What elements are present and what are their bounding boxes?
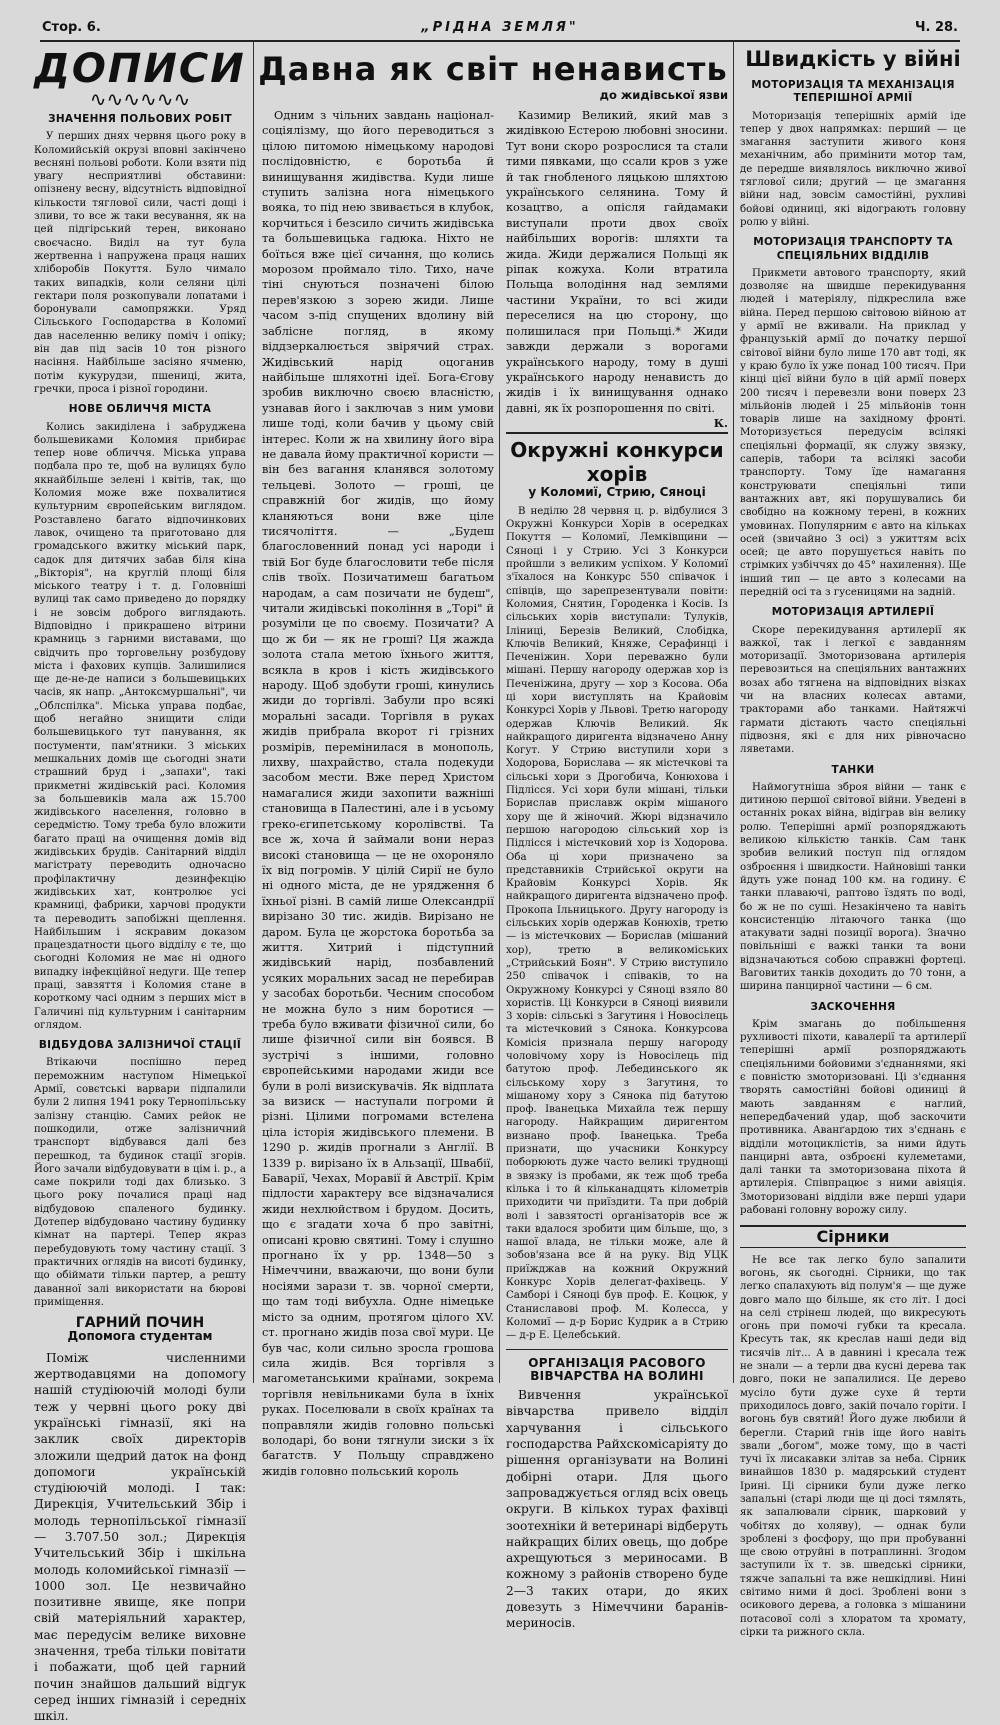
section-title: ДОПИСИ	[34, 46, 246, 92]
article-heading: ОРГАНІЗАЦІЯ РАСОВОГО ВІВЧАРСТВА НА ВОЛИНІ	[528, 1355, 706, 1383]
page-number: Стор. 6.	[42, 20, 101, 35]
section-heading: ТАНКИ	[831, 763, 875, 776]
article-heading: ВІДБУДОВА ЗАЛІЗНИЧОЇ СТАЦІЇ	[38, 1039, 242, 1052]
column-right	[740, 46, 966, 1638]
article-title: Швидкість у війні	[745, 47, 961, 71]
wave-ornament: ∿∿∿∿∿∿	[89, 87, 191, 111]
article-body: Наймогутніша зброя війни — танк є дитиною першої світової війни. Уведені в останніх роках війна, відіграв він велику ролю. Теперішні армії розпоряджають великою кількістю танків. Сам танк зробив великий поступ під оглядом озброєння і швидкости. Найновіші танки йдуть уже понад 100 км. на годину. Є танки плаваючі, раптово їздять по воді, бо ж не по суші. Незакінчено та навіть консистенцію літаючого танка (що атакувати задні позиції ворога). Значно повільніші є важкі танки та вони відзначаються собою справжні фортеці. Ваговитих танків доходить до 70 тонн, а ширина панцирної частини — 6 см.	[740, 781, 966, 993]
article-heading: ЗНАЧЕННЯ ПОЛЬОВИХ РОБІТ	[48, 113, 232, 125]
article-body: Казимир Великий, який мав з жидівкою Естерою любовні зносини. Тут вони скоро розрослися та стали тими пявками, що ссали кров з уже й так гнобленого ляцькою шляхтою українського селянина. Тому й козацтво, а опісля гайдамаки виступали проти двох своїх найбільших ворогів: шляхти та жида. Жиди держалися Польщі як ріпак кожуха. Коли втратила Польща володіння над землями частини України, то всі жиди переселися на цю сторону, що полишилася при Польщі.* Жиди завжди держали з ворогами українського народу, тому в душі українського народу ненависть до жидів і їх винищування однако давні, як їх розпорошення по світі.	[506, 109, 728, 415]
column-middle	[506, 108, 728, 1631]
section-heading: ЗАСКОЧЕННЯ	[810, 1000, 896, 1013]
article-heading: ГАРНИЙ ПОЧИН	[75, 1315, 205, 1332]
section-heading: МОТОРИЗАЦІЯ АРТИЛЕРІЇ	[771, 606, 935, 619]
article-body: Не все так легко було запалити вогонь, як сьогодні. Сірники, що так легко спалахують від полум'я — ще дуже довго мало що більше, як сто літ. І досі на селі стрінеш людей, що викресують огонь при помочі губки та кресала. Кресуть так, як креслав наші деди від тисячів літ... А в давнині і кресала теж не знали — а терли два кусні дерева так довго, поки не запалилися. Це дерево мусіло бути дуже сухе й терти приходилось довго, закій почало горіти. І вогонь був святий! Його дуже любили й берегли. Старий гнів іще його навіть звали „богом", може тому, що в часті тучі їх лисакавки злітав за неба. Сірник винайшов 1830 р. мадярський студент Ірині. Ці сірники були дуже легко запальні (старі люди ще ці досі тямлять, як запалювали сірник, шарковий у чобітях до холяву), — однак були зроблені з фосфору, що при пробуванні ще свою отруйні в потраплинні. Згодом заступили їх т. зв. шведські сірники, тяжче запальні та вже нешкідливі. Нині світимо ними й досі. Зроблені вони з осикового дерева, а головка з мішанини потасової солі з хлоратом та хромату, сірки та рижного скла.	[740, 1254, 966, 1638]
main-article-subtitle: до жидівської язви	[599, 88, 728, 102]
article-body: Одним з чільних завдань націонал-соціялізму, що його переводиться з цілою питомою німецькому народові послідовністю, є боротьба й винищування жидівства. Куди лише ступить залізна нога німецького вояка, то під нею звивається в клубок, корчиться і безсило сичить жидівська та большевицька гадюка. Ніхто не боїться вже цієї сичання, що колись морозом проймало тіло. Тихо, наче тіні снуються позначені білою перев'язкою з зорею жиди. Лише часом з-під спущених вдолину вій забліснe погляд, в якому віддзеркалюється звірячий страх. Жидівський нарід оцоганив найбільше шляхотні ідеї. Бога-Єгову зробив виключно своєю власністю, узнавав його і заключав з ним умови лише тоді, коли бачив у цьому свій інтерес. Коли ж на хвилину його віра не давала йому практичної користи — він без вагання кланявся золотому тельцеві. Золото — гроші, це справжній бог жидів, що йому кланяються вони вже ціле тисячоліття. — „Будеш благословенний понад усі народи і твій Бог буде благословити тебе після слів твоїх. Позичатимеш багатьом народам, а сам позичати не будеш", читали жидівські покоління в „Торі" й розуміли це по своєму. Позичати? А що ж би — як не гроші? Ця жажда золота стала метою їхнього життя, всякла в кров і кість жидівського народу. Щоб здобути гроші, кинулись жиди до торгівлі. Забули про всякі моральні засади. Торгівля в руках жидів прибрала вкорот гі грізних розмірів, перемінилася в монополь, лихву, шахрайство, стала подекуди засобом мести. Вже перед Христом намагалися жиди захопити важніші становища в Палестині, але і в усьому греко-єгипетському королівстві. Та все ж, хоча й займали вони нераз високі становища — це не охороняло їх від погромів. У цілій Сирії не було ні одного міста, де не урядження б їхньої різні. В самій лише Олександрії вирізано 30 тис. жидів. Вирізано не даром. Була це жорстока боротьба за життя. Хитрий і підступний жидівський нарід, позбавлений усяких моральних засад не перебирав у засобах боротьби. Чесним способом не можна було з ним боротися — треба було вживати фізичної сили, бо лише фізичної сили він боявся. В зустрічі з іншими, головно європейськими народами жиди все були в ролі визискувачів. Як відплата за визиск — наступали погроми й різні. Цілими погромами встелена ціла історія жидівського племени. В 1290 р. жидів прогнали з Англії. В 1339 р. вирізано їх в Альзації, Швабії, Баварії, Чехах, Моравії й Австрії. Крім підлости характеру все відзначалися жиди нехлюйством і брудом. Досить, що є згадати хоча б про завітні, описані кровю святині. Тому і слушно прогнано їх у рр. 1348—50 з Німеччини, вважаючи, що вони були носіями зарази т. зв. чорної смерти, що там тоді вибухла. Одне німецьке місто за одним, протягом цілого XV. ст. прогнано жидів поза свої мури. Це був час, коли сильно зросла грошова сила жидів. Вся торгівля з магометанськими країнами, зокрема торгівля невільниками була в їхніх руках. Поселювали в своїх країнах та поправляли жидів головно польські володарі, бо вони тягнули зиски з їх багатств. У Польщу справджено жидів головно польський король	[262, 109, 494, 1478]
divider	[506, 1349, 728, 1350]
author-signature: К.	[713, 416, 728, 431]
column-main-article	[262, 108, 494, 1478]
column-rule	[253, 42, 254, 1383]
article-body: Прикмети автового транспорту, який дозволяє на швидше перекидування людей і матеріялу, підкреслила вже війна. Перед першою світовою війною ат у армії не вживали. На приклад у французькій армії до початку першої світової війни було лише 170 авт тоді, як у краю було їх уже понад 100 тисяч. При кінці цієї війни було в цій армії поверх 200 тисяч і перевезли вони поверх 23 мільйонів людей і 25 мільйонів тонн товарів лише на західному фронті. Моторизується передусім всілякі спеціяльні формації, як служу звязку, саперів, тaбори та всілякі засоби транспорту. Тому їде намагання конструювати спеціяльні типи вантажних авт, які порушувались би свобідно на кожному терені, в кожних умовинах. Популярним є авто на кільках осей (звичайно 3 осі) з ужиттям всіх осей; це авто порушується навіть по стрімких узбіччях до 45° нахилення). Ще інший тип — це авто з колесами на передній осі та з гусеницями на задній.	[740, 267, 966, 598]
article-body: В неділю 28 червня ц. р. відбулися 3 Окружні Конкурси Хорів в осередках Покуття — Коломиї, Лемківщини — Сяноці і у Стрию. Усі 3 Конкурси пройшли з великим успіхом. У Коломиї з'їхалося на Конкурс 550 співачок і співців, що зарепрезентували повіти: Коломия, Снятин, Городенка і Косів. Із сільських хорів виступали: Тулуків, Іліниці, Березів Великий, Слобідка, Ключів Великий, Княже, Серафинці і Печеніжин. Хори переважно були мішані. Першу нагороду одержав хор із Печеніжина, другу — хор з Косова. Оба ці хори виступлять на Крайовім Конкурсі Хорів у Львові. Третю нагороду одержав Ключів Великий. Як найкращого диригента відзначено Анну Когут. У Стрию виступили хори з Ходорова, Борислава — як містечкові та сільські хори з Дрогобича, Конюхова і Підлісся. Усі хори були мішані, тільки Борислав приславж окрім мішаного хору ще й жіночий. Жюрі відзначило першою нагородою сільський хор із Підлісся і містечковий хор із Ходорова. Оба ці хори призначено за представників Стрийської округи на Крайовім Конкурсі Хорів. Як найкращого диригента відзначено проф. Прокопа Ільницького. Другу нагороду із сільських хорів одержав Конюхів, третю — із містечкових — Борислав (мішаний хор), третю в великоміських „Стрийський Боян". У Стрию виступило 250 співачок і співаків, то на Окружному Конкурсі у Сяноці взяло 80 хористів. Ці Конкурси в Сяноці виявили 3 хорів: сільські з Загутиня і Новосілець та містечковий з Сянока. Конкурсова Комісія признала першу нагороду чоловічому хору із Новосілець під батутою проф. Лебединського як сільському хору з Загутиня, то мішаному хору з Сянока під батутою проф. Іванецька Михайла теж першу нагороду. Найкращим диригентом визнано проф. Іванецька. Треба признати, що учасники Конкурсу поборюють дуже часто великі труднощі в звязку із пробами, як теж щоб треба кілька і то й кільканадцять кілометрів приходити чи приїздити. Та при добрій волі і завзятості організаторів все ж таки вдалося зробити цим більше, що, з нашої влада, не тільки може, але й зобов'язана все й на руку. Від УЦК приїжджав на кожний Окружний Конкурс Хорів делегат-фахівець. У Самборі і Сяноці був проф. Е. Коцюк, у Станиславові проф. М. Колесса, у Коломиї — д-р Борис Кудрик а в Стрию — д-р Е. Целебський.	[506, 505, 728, 1342]
article-body: Колись закиділена і забруджена большевиками Коломия прибирає тепер нове обличчя. Міська управа подбала про те, щоб на вулицях було якнайбільше зелені і квітів, так, що Коломия може вже похвалитися культурним європейським виглядом. Розставлено багато відпочинкових лавок, очищено та приготовано для громадського вжитку міський парк, садок для дитячих забав біля кіна „Вікторія", на круглій площі біля міського театру і т. д. Головніші вулиці так само приведено до порядку і не зовсім доброго виглядають. Відповідно і прикрашено вітрини крамниць з гарними виставами, що свідчить про торговельну розбудову міста і фахових купців. Залишилися ще де-не-де написи з большевицьких часів, як напр. „Антоксмуршальні", чи „Облспілка". Міська управа подбає, щоб негайно знищити сліди большевицького тут панування, як постументи, пам'ятники. З міських мешкальних домів ще сьогодні знати страшний бруд і „запахи", такі прикметні жидівській расі. Коломия за большевиків мала аж 15.700 жидівського населення, головно в середмістю. Тому треба було вложити багато праці на очищення домів від жидівських брудів. Санітарний відділ магістрату переводить одночасно профілактичну дезинфекцію жидівських хат, контролює усі крамниці, фабрики, харчові продукти та переводить запобіжні щеплення. Найбільшим і яскравим доказом працездатности цього відділу є те, що сьогодні Коломия не має ні одного випадку інфекційної недуги. Ще тепер праці, завзяття і Коломия стане в короткому часі одним з перших міст в Галичині під культурним і санітарним оглядом.	[34, 421, 246, 1031]
newspaper-name: „РІДНА ЗЕМЛЯ"	[421, 20, 579, 35]
column-rule	[499, 392, 500, 1383]
column-dopysy	[34, 46, 246, 1724]
article-subtitle: МОТОРИЗАЦІЯ ТА МЕХАНІЗАЦІЯ ТЕПЕРІШНОЇ АРМІЇ	[751, 79, 955, 105]
article-heading: НОВЕ ОБЛИЧЧЯ МІСТА	[68, 403, 212, 416]
issue-number: Ч. 28.	[915, 20, 958, 35]
article-body: Скоре перекидування артилерії як важкої, так і легкої є завданням моторизації. Змоторизована артилерія перевозиться на спеціяльних вантажних возах або тягнена на відповідних візках чи на власних колесах автами, тракторами або танками. Найтяжчі гармати дістають часто спеціяльні підвозня, які є для них рівночасно ляветами.	[740, 624, 966, 756]
main-article-header	[258, 50, 728, 114]
article-body: Крім змагань до побільшення рухливості піхоти, кавалерії та артилерії теперішні армії розпоряджають спеціяльними бойовими з'єднаннями, які є повністю змоторизовані. Ці з'єднання творять самостійні бойові одиниці й мають завданням є наглий, непередбачений удар, щоб заскочити противника. Аванґардою тих з'єднань є відділи мотоциклістів, за ними йдуть панцирні авта, озброєні кулеметами, далі танки та змоторизована піхота й артилерія. Співпрацює з ними авіяція. Змоторизовані відділи вже перші удари рабовані головну ворожу силу.	[740, 1018, 966, 1217]
section-heading: МОТОРИЗАЦІЯ ТРАНСПОРТУ ТА СПЕЦІЯЛЬНИХ ВІДДІЛІВ	[753, 236, 953, 262]
main-article-title: Давна як світ ненависть	[258, 50, 728, 88]
article-subheading: Допомога студентам	[67, 1329, 213, 1344]
article-body: Поміж численними жертводавцями на допомогу нашій студіюючій молоді були теж у червні цього року дві українські гімназії, які на заклик своїх директорів зложили щедрий даток на фонд допомоги українській студіюючій молоді. І так: Дирекція, Учительський Збір і молодь тернопільської гімназії — 3.707.50 зол.; Дирекція Учительський Збір і шкільна молодь коломийської гімназії — 1000 зол. Це незвичайно позитивне явище, яке попри свій матеріяльний характер, має передусім велике виховне значення, треба тільки повітати і побажати, щоб цей гарний почин знайшов дальший відгук серед інших гімназій і середніх шкіл.	[34, 1350, 246, 1724]
article-body: У перших днях червня цього року в Коломийській окрузі вповні закінчено весняні польові роботи. Коли взяти під увагу несприятливі обставини: опізнену весну, відсутність відповідної кількости тяглової сили, часті дощі і зливи, то все ж таки весування, як на цей підгірський терен, виконано своєчасно. Виділ на тут була жертвенна і напружена праця наших хліборобів Покуття. Було чимало таких випадків, коли селяни цілі гектари поля розкопували лопатами і боронували самопряжки. Уряд Сільського Господарства в Коломиї дав населенню велику поміч і опіку; він дав під засів 10 тон різного насіння. Найбільше засіяно ячменю, потім кукурудзи, пшениці, жита, гречки, проса і різної городини.	[34, 131, 246, 395]
article-body: Моторизація теперішніх армій іде тепер у двох напрямках: перший — це змагання заступити живого коня механічним, або примінити мотор там, де передше виявлялось виключно живої тяглової сили; другий — це змагання війни над, зовсім самостійні, рухливі бойові одиниці, які відограють головну ролю у війні.	[740, 110, 966, 228]
article-body: Втікаючи поспішно перед переможним наступом Німецької Армії, совєтські варвари підпалили були 2 липня 1941 року Тернопільську залізну станцію. Самих рейок не пошкодили, отже залізничний транспорт відбувався далі без перешкод, та будинок стації згорів. Його зачали відбудовувати в цім і. р., а саме покрили тоді дах близько. З цього року почалися праці над відбудовою спаленого будинку. Дотепер відбудовано частину будинку кімнат на партері. Тепер якраз перебудовують тому частину стації. З практичних оглядів на висоті будинку, що обіймати тільки партер, а решту даванної залі використати на бюрові приміщення.	[34, 1057, 246, 1308]
page-header	[40, 18, 960, 42]
article-subtitle: у Коломиї, Стрию, Сяноці	[528, 484, 706, 499]
article-body: Вивчення української вівчарства привело відділ харчування і сільського господарства Райхскомісаріяту до рішення організувати на Волині добірні отари. Для цього запроваджується огляд всіх овець округи. В кількох турах фахівці зоотехніки й ветеринарі відберуть найкращих білих овець, що добре ахрещуються з мериносами. В кожному з районів створено буде 2—3 таких отари, до яких довезуть з Німеччини баранів-мериносів.	[506, 1388, 728, 1631]
article-title: Окружні конкурси хорів	[506, 432, 728, 486]
article-title: Сірники	[740, 1225, 966, 1247]
column-rule	[733, 42, 734, 1383]
